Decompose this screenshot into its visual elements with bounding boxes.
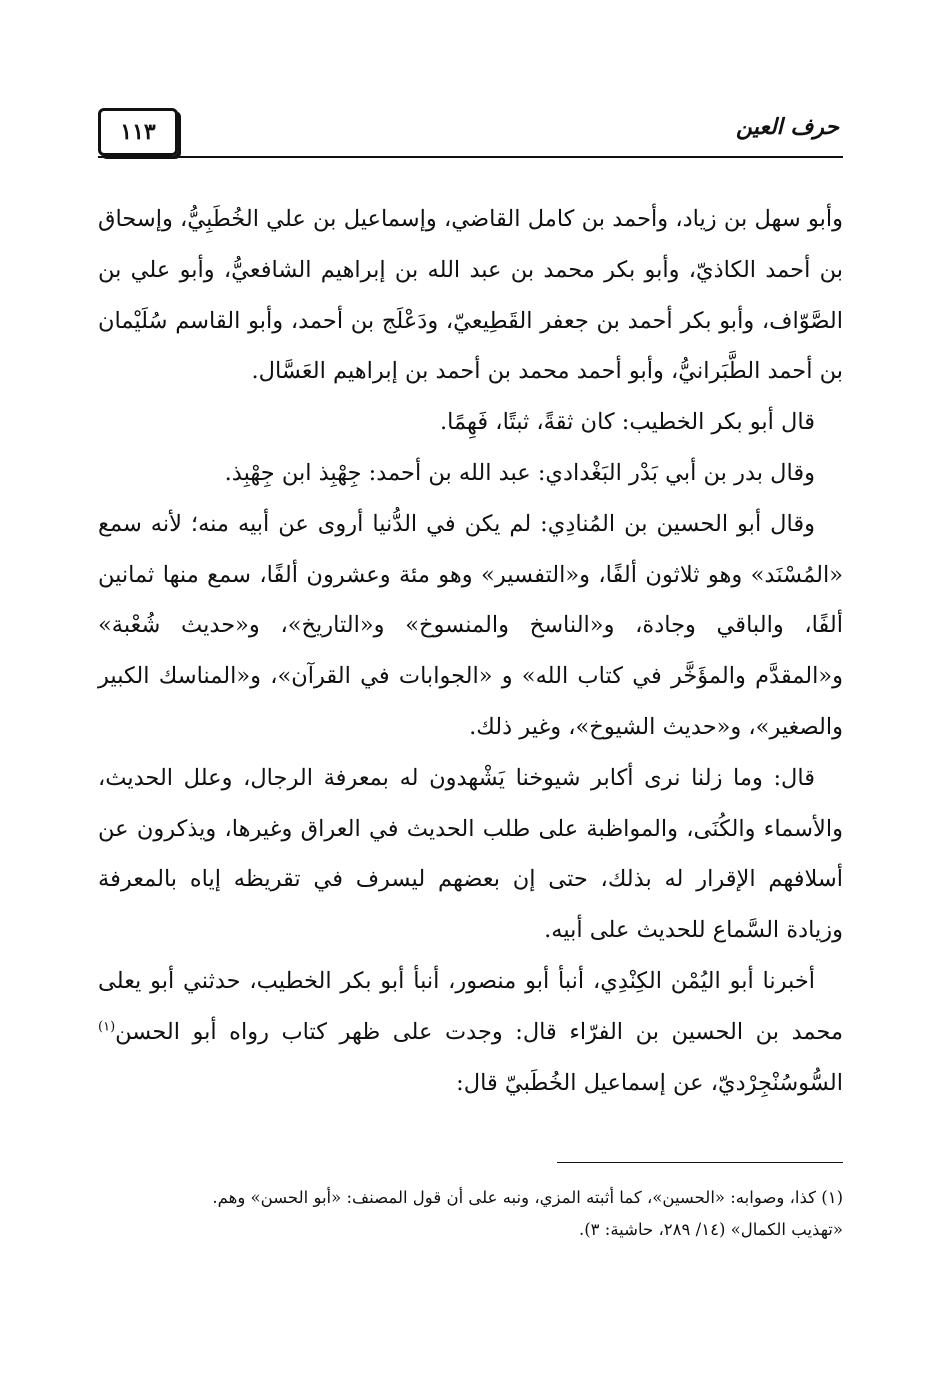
footnote-divider — [557, 1162, 843, 1163]
footnote-1-line-1: (١) كذا، وصوابه: «الحسين»، كما أثبته المزي، ونبه على أن قول المصنف: «أبو الحسن» وهم. — [212, 1188, 843, 1207]
paragraph-badr-quote: وقال بدر بن أبي بَدْر البَغْدادي: عبد الله بن أحمد: جِهْبِذ ابن جِهْبِذ. — [224, 459, 815, 486]
paragraph-isnad — [98, 956, 843, 1108]
running-title: حرف العين — [735, 114, 839, 140]
footnote-1-line-2: «تهذيب الكمال» (١٤/ ٢٨٩، حاشية: ٣). — [578, 1220, 843, 1239]
main-text — [98, 194, 843, 1108]
paragraph-narrators-list: وأبو سهل بن زياد، وأحمد بن كامل القاضي، وإسماعيل بن علي الخُطَبِيُّ، وإسحاق بن أحمد الكاذيّ، وأبو بكر محمد بن عبد الله بن إبراهيم الشافعيُّ، وأبو علي بن الصَّوّاف، وأبو بكر أحمد بن جعفر القَطِيعيّ، ودَعْلَج بن أحمد، وأبو القاسم سُلَيْمان بن أحمد الطَّبَرانيُّ، وأبو أحمد محمد بن أحمد بن إبراهيم العَسَّال. — [98, 206, 843, 385]
page-number: ١١٣ — [98, 108, 178, 156]
isnad-text-start: أخبرنا أبو اليُمْن الكِنْدِي، أنبأ أبو منصور، أنبأ أبو بكر الخطيب، حدثني أبو يعلى محمد بن الحسين بن الفرّاء قال: وجدت على ظهر كتاب رواه أبو الحسن — [98, 967, 843, 1045]
footnotes — [98, 1182, 843, 1246]
paragraph-khatib-quote: قال أبو بكر الخطيب: كان ثقةً، ثبتًا، فَهِمًا. — [440, 409, 815, 436]
paragraph-munadi-quote: وقال أبو الحسين بن المُنادِي: لم يكن في الدُّنيا أروى عن أبيه منه؛ لأنه سمع «المُسْنَد» وهو ثلاثون ألفًا، و«التفسير» وهو مئة وعشرون ألفًا، سمع منها ثمانين ألفًا، والباقي وجادة، و«الناسخ والمنسوخ» و«التاريخ»، و«حديث شُعْبة» و«المقدَّم والمؤَخَّر في كتاب الله» و «الجوابات في القرآن»، و«المناسك الكبير والصغير»، و«حديث الشيوخ»، وغير ذلك. — [98, 510, 843, 740]
footnote-marker: (١) — [98, 1019, 116, 1035]
book-page — [98, 104, 843, 1239]
isnad-text-end: السُّوسُنْجِرْديّ، عن إسماعيل الخُطَبيّ قال: — [456, 1069, 843, 1096]
paragraph-shuyukh-testimony: قال: وما زلنا نرى أكابر شيوخنا يَشْهدون له بمعرفة الرجال، وعلل الحديث، والأسماء والكُنَى، والمواظبة على طلب الحديث في العراق وغيرها، ويذكرون عن أسلافهم الإقرار له بذلك، حتى إن بعضهم ليسرف في تقريظه إياه بالمعرفة وزيادة السَّماع للحديث على أبيه. — [98, 764, 843, 944]
page-header — [98, 104, 843, 158]
